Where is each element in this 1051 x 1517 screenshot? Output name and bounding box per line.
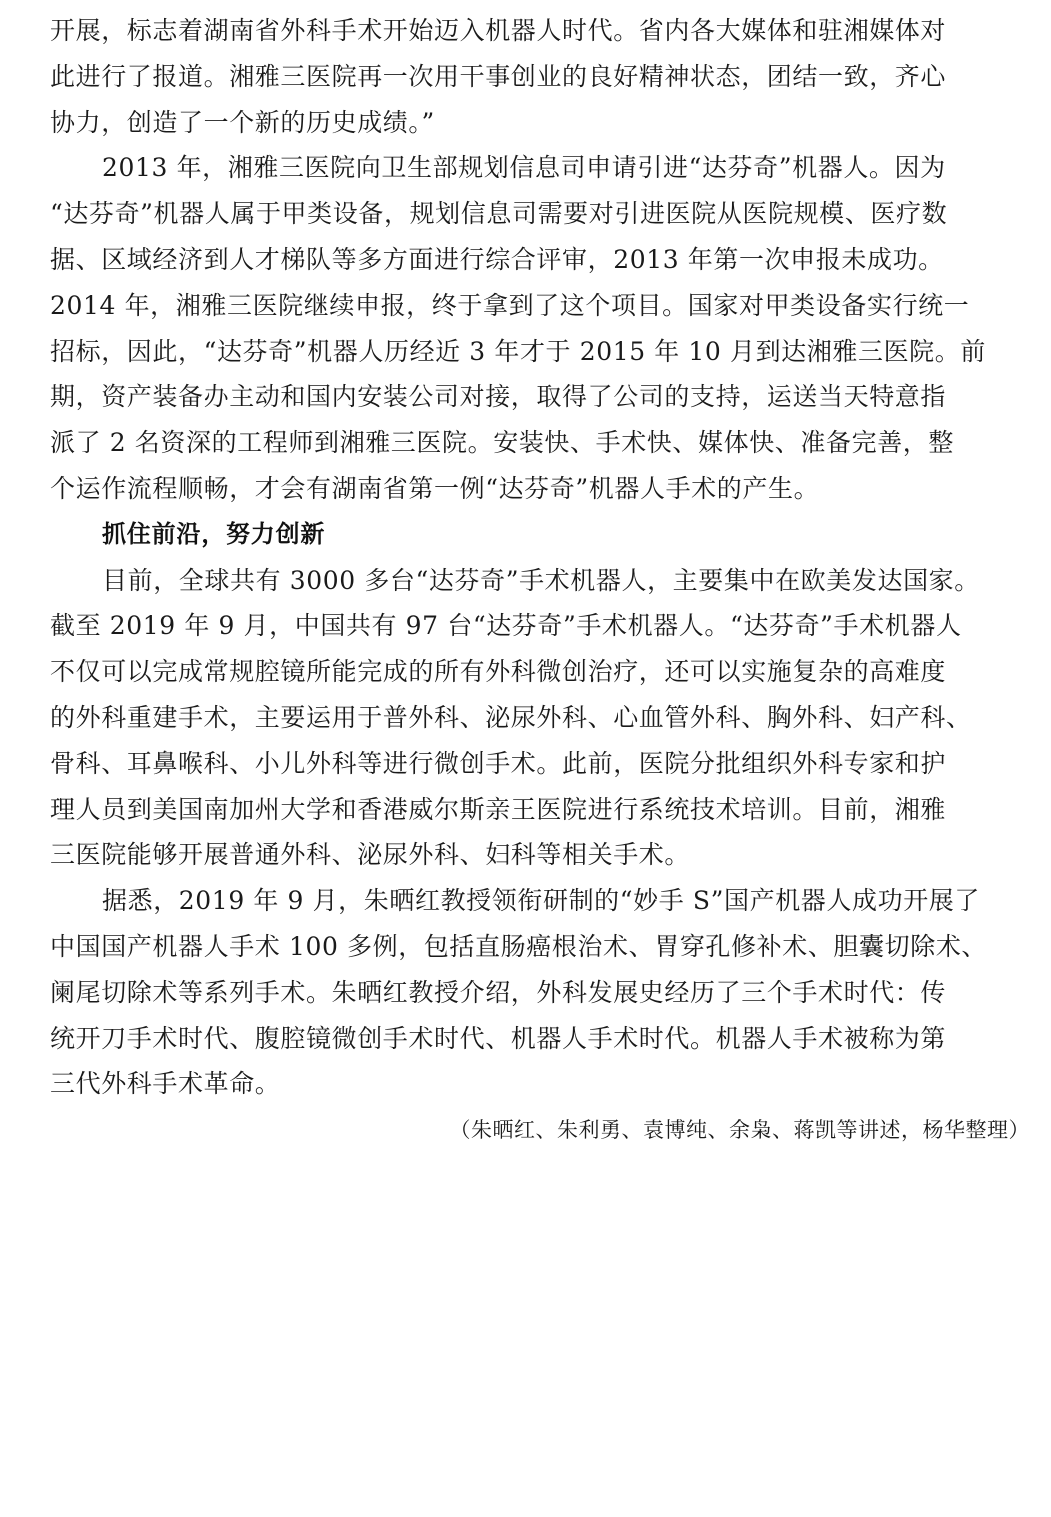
robot-introduction-paragraph: 2013 年，湘雅三医院向卫生部规划信息司申请引进“达芬奇”机器人。因为 “达芬奇”机器人属于甲类设备，规划信息司需要对引进医院从医院规模、医疗数 据、区域经济到人才梯队等多方面进行综合评审，2013 年第一次申报未成功。 2014 年，湘雅三医院继续申报，终于拿到了这个项目。国家对甲类设备实行统一 招标，因此，“达芬奇”机器人历经近 3 年才于 2015 年 10 月到达湘雅三医院。前 期，资产装备办主动和国内安装公司对接，取得了公司的支持，运送当天特意指 派了 2 名资深的工程师到湘雅三医院。安装快、手术快、媒体快、准备完善，整 个运作流程顺畅，才会有湖南省第一例“达芬奇”机器人手术的产生。 [50,153,986,503]
global-robots-paragraph: 目前，全球共有 3000 多台“达芬奇”手术机器人，主要集中在欧美发达国家。 截至 2019 年 9 月，中国共有 97 台“达芬奇”手术机器人。“达芬奇”手术机器人 不仅可以完成常规腔镜所能完成的所有外科微创治疗，还可以实施复杂的高难度 的外科重建手术，主要运用于普外科、泌尿外科、心血管外科、胸外科、妇产科、 骨科、耳鼻喉科、小儿外科等进行微创手术。此前，医院分批组织外科专家和护 理人员到美国南加州大学和香港威尔斯亲王医院进行系统技术培训。目前，湘雅 三医院能够开展普通外科、泌尿外科、妇科等相关手术。 [50,565,980,870]
continued-paragraph: 开展，标志着湖南省外科手术开始迈入机器人时代。省内各大媒体和驻湘媒体对 此进行了报道。湘雅三医院再一次用干事创业的良好精神状态，团结一致，齐心 协力，创造了一个新的历史成绩。” [50,16,947,137]
attribution: （朱晒红、朱利勇、袁博纯、余枭、蒋凯等讲述，杨华整理） [449,1118,1030,1143]
section-heading: 抓住前沿，努力创新 [102,519,326,548]
domestic-robot-paragraph: 据悉，2019 年 9 月，朱晒红教授领衔研制的“妙手 S”国产机器人成功开展了 中国国产机器人手术 100 多例，包括直肠癌根治术、胃穿孔修补术、胆囊切除术、 阑尾切除术等系列手术。朱晒红教授介绍，外科发展史经历了三个手术时代：传 统开刀手术时代、腹腔镜微创手术时代、机器人手术时代。机器人手术被称为第 三代外科手术革命。 [50,886,988,1099]
document-page [50,8,1032,1151]
